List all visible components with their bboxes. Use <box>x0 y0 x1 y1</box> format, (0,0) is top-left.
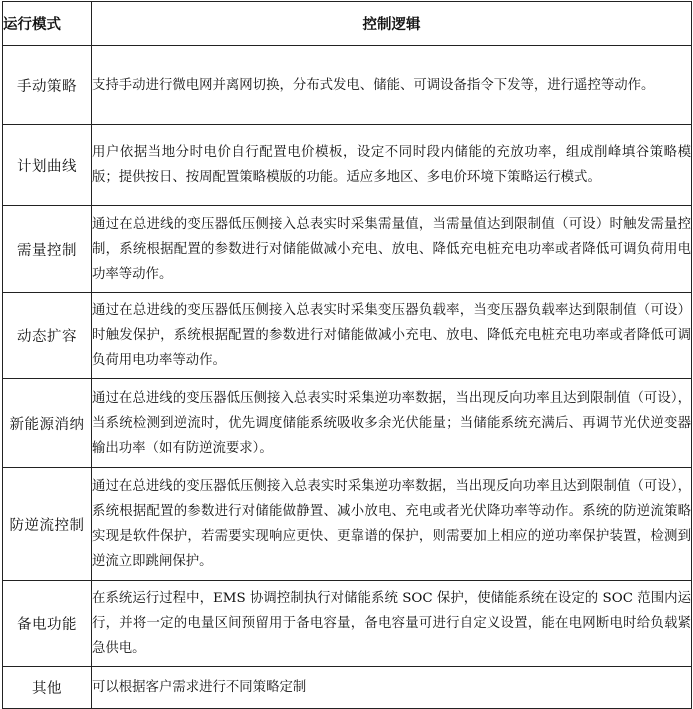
mode-name: 新能源消纳 <box>3 379 92 468</box>
table-row <box>3 293 692 379</box>
operation-mode-table <box>2 1 692 709</box>
mode-logic: 通过在总进线的变压器低压侧接入总表实时采集需量值，当需量值达到限制值（可设）时触发需量控制，系统根据配置的参数进行对储能做减小充电、放电、降低充电桩充电功率或者降低可调负荷用电功率等动作。 <box>92 206 692 293</box>
mode-name: 其他 <box>3 667 92 709</box>
header-mode: 运行模式 <box>3 2 92 46</box>
table-row <box>3 581 692 667</box>
table-row <box>3 468 692 581</box>
header-logic: 控制逻辑 <box>92 2 692 46</box>
mode-logic: 通过在总进线的变压器低压侧接入总表实时采集变压器负载率，当变压器负载率达到限制值（可设）时触发保护，系统根据配置的参数进行对储能做减小充电、放电、降低充电桩充电功率或者降低可调负荷用电功率等动作。 <box>92 293 692 379</box>
mode-name: 备电功能 <box>3 581 92 667</box>
mode-name: 手动策略 <box>3 46 92 125</box>
mode-logic: 支持手动进行微电网并离网切换，分布式发电、储能、可调设备指令下发等，进行遥控等动作。 <box>92 46 692 125</box>
table-row <box>3 46 692 125</box>
mode-logic: 用户依据当地分时电价自行配置电价模板，设定不同时段内储能的充放功率，组成削峰填谷策略模版；提供按日、按周配置策略模版的功能。适应多地区、多电价环境下策略运行模式。 <box>92 125 692 206</box>
table-row <box>3 379 692 468</box>
mode-name: 需量控制 <box>3 206 92 293</box>
table-row <box>3 125 692 206</box>
mode-name: 计划曲线 <box>3 125 92 206</box>
table-row <box>3 206 692 293</box>
mode-logic: 在系统运行过程中，EMS 协调控制执行对储能系统 SOC 保护，使储能系统在设定的 SOC 范围内运行，并将一定的电量区间预留用于备电容量，备电容量可进行自定义设置，能在电网断电时给负载紧急供电。 <box>92 581 692 667</box>
mode-name: 防逆流控制 <box>3 468 92 581</box>
table-row <box>3 667 692 709</box>
mode-logic: 可以根据客户需求进行不同策略定制 <box>92 667 692 709</box>
table-header-row <box>3 2 692 46</box>
mode-name: 动态扩容 <box>3 293 92 379</box>
mode-logic: 通过在总进线的变压器低压侧接入总表实时采集逆功率数据，当出现反向功率且达到限制值（可设），当系统检测到逆流时，优先调度储能系统吸收多余光伏能量；当储能系统充满后、再调节光伏逆变器输出功率（如有防逆流要求）。 <box>92 379 692 468</box>
mode-logic: 通过在总进线的变压器低压侧接入总表实时采集逆功率数据，当出现反向功率且达到限制值（可设），系统根据配置的参数进行对储能做静置、减小放电、充电或者光伏降功率等动作。系统的防逆流策略实现是软件保护，若需要实现响应更快、更靠谱的保护，则需要加上相应的逆功率保护装置，检测到逆流立即跳闸保护。 <box>92 468 692 581</box>
